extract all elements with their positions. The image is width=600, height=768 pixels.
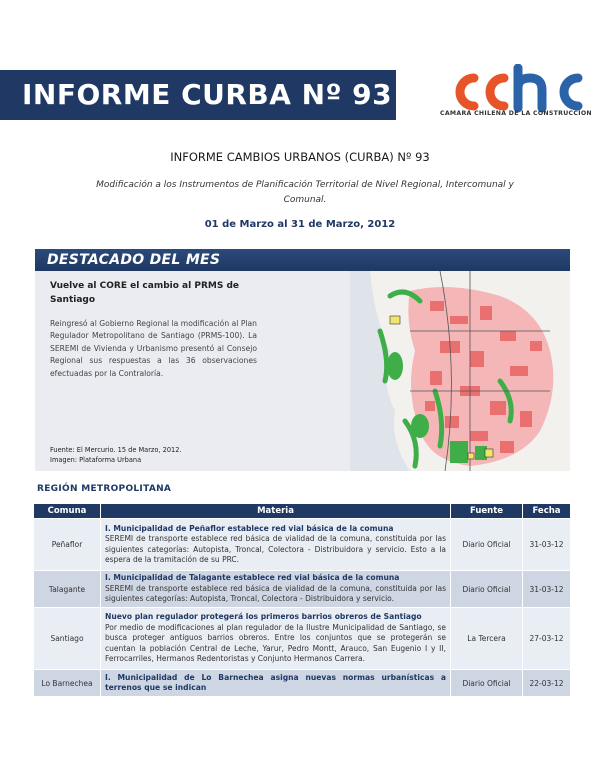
featured-header [35, 249, 570, 271]
table-row [34, 608, 571, 670]
featured-source [50, 445, 182, 465]
featured-body: Reingresó al Gobierno Regional la modificación al Plan Regulador Metropolitano de Santiago (PRMS-100). La SEREMI de Vivienda y Urbanismo presentó al Consejo Regional sus respuestas a las 36 observaciones efectuadas por la Contraloría. [50, 319, 257, 378]
document-title: INFORME CAMBIOS URBANOS (CURBA) Nº 93 [170, 150, 430, 164]
document-subtitle: Modificación a los Instrumentos de Planificación Territorial de Nivel Regional, Intercomunal y Comunal. [96, 180, 514, 205]
table-row [34, 519, 571, 571]
row-materia [101, 608, 451, 670]
row-fecha: 27-03-12 [523, 608, 571, 670]
report-title: INFORME CURBA Nº 93 [22, 78, 393, 111]
row-materia-text: SEREMI de transporte establece red básica de vialidad de la comuna, constituida por las siguientes categorías: Autopista, Troncal, Colectora - Distribuidora y servicio. [105, 583, 446, 604]
header-fecha: Fecha [523, 504, 571, 519]
report-banner [0, 70, 396, 120]
row-materia-title: Nuevo plan regulador protegerá los primeros barrios obreros de Santiago [105, 612, 422, 622]
row-materia [101, 670, 451, 697]
row-fecha: 22-03-12 [523, 670, 571, 697]
region-title: REGIÓN METROPOLITANA [37, 484, 172, 494]
row-fuente: Diario Oficial [451, 519, 523, 571]
featured-header-label: DESTACADO DEL MES [47, 252, 221, 268]
featured-source-text: Fuente: El Mercurio. 15 de Marzo, 2012. [50, 446, 182, 454]
table-row [34, 571, 571, 608]
document-dates: 01 de Marzo al 31 de Marzo, 2012 [204, 219, 396, 230]
row-comuna: Lo Barnechea [34, 670, 101, 697]
featured-headline: Vuelve al CORE el cambio al PRMS de Santiago [50, 281, 239, 305]
header-fuente: Fuente [451, 504, 523, 519]
row-materia-title: I. Municipalidad de Talagante establece red vial básica de la comuna [105, 573, 400, 583]
santiago-plan-map [350, 271, 570, 471]
table-header-row [34, 504, 571, 519]
featured-image-credit: Imagen: Plataforma Urbana [50, 456, 142, 464]
header-materia: Materia [101, 504, 451, 519]
row-comuna: Talagante [34, 571, 101, 608]
row-materia-title: I. Municipalidad de Lo Barnechea asigna nuevas normas urbanísticas a terrenos que se indican [105, 672, 446, 692]
row-materia-text: SEREMI de transporte establece red básica de vialidad de la comuna, constituida por las siguientes categorías: Autopista, Troncal, Colectora - Distribuidora y servicio. Esto a la espera de la tramitación de su PRC. [105, 534, 446, 564]
row-comuna: Peñaflor [34, 519, 101, 571]
row-materia-title: I. Municipalidad de Peñaflor establece red vial básica de la comuna [105, 523, 394, 533]
header-comuna: Comuna [34, 504, 101, 519]
featured-box [35, 249, 570, 471]
row-materia [101, 519, 451, 571]
row-fecha: 31-03-12 [523, 519, 571, 571]
row-fuente: Diario Oficial [451, 571, 523, 608]
row-fuente: La Tercera [451, 608, 523, 670]
logo-caption: CAMARA CHILENA DE LA CONSTRUCCION [440, 110, 592, 117]
row-fuente: Diario Oficial [451, 670, 523, 697]
table-row [34, 670, 571, 697]
row-materia [101, 571, 451, 608]
changes-table [33, 503, 571, 697]
row-comuna: Santiago [34, 608, 101, 670]
row-fecha: 31-03-12 [523, 571, 571, 608]
row-materia-text: Por medio de modificaciones al plan regulador de la Ilustre Municipalidad de Santiago, se busca proteger antiguos barrios obreros. Entre los conjuntos que se protegerán se cuentan la población Central de Leche, Yarur, Pedro Montt, Arauco, San Eugenio I y II, Ferrocarriles, Hermanos Redentoristas y Conjunto Hermanos Carrera. [105, 622, 446, 664]
